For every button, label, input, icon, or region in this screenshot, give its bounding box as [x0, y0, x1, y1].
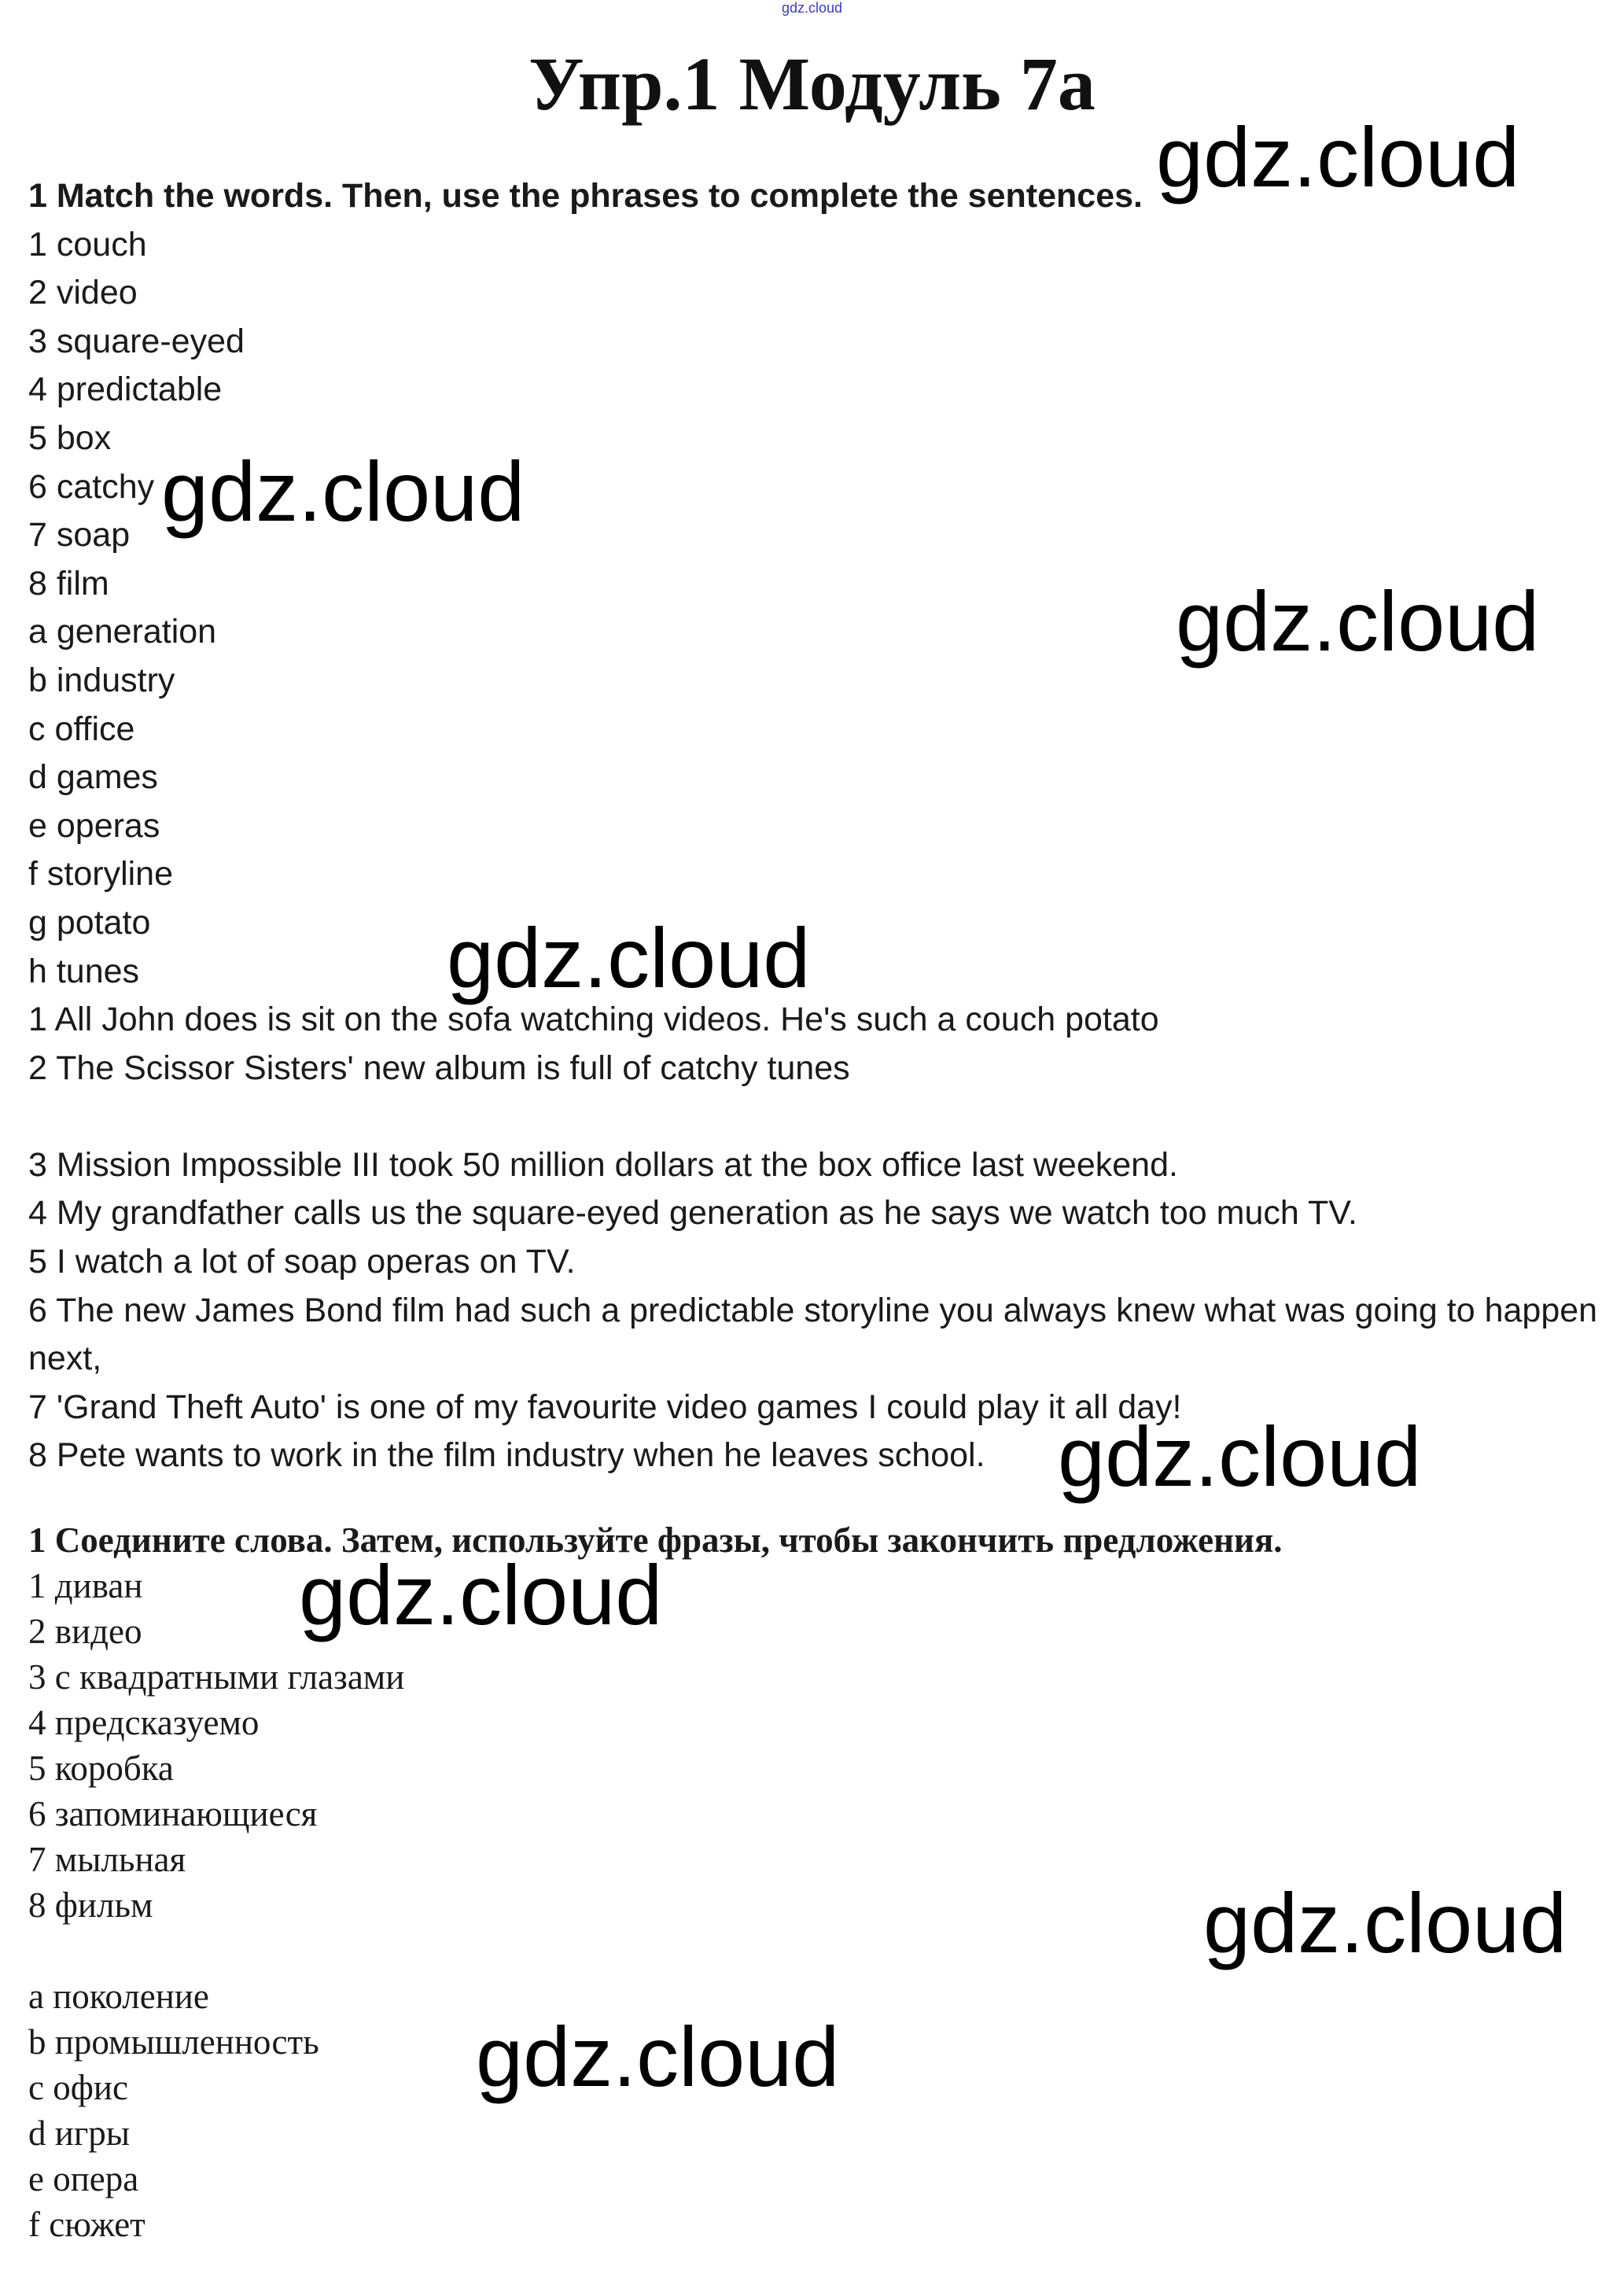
numbered-word: 3 square-eyed: [28, 322, 245, 360]
numbered-word: 4 predictable: [28, 370, 223, 409]
english-section: [28, 172, 1601, 1480]
lettered-word: h tunes: [28, 952, 140, 990]
header-watermark: gdz.cloud: [781, 0, 843, 16]
watermark-text: gdz.cloud: [1156, 109, 1520, 205]
numbered-word: 8 film: [28, 564, 109, 603]
numbered-word-ru: 3 с квадратными глазами: [28, 1657, 405, 1697]
numbered-word: 6 catchy: [28, 467, 155, 506]
english-instruction: 1 Match the words. Then, use the phrases to complete the sentences.: [28, 177, 1143, 215]
lettered-word: g potato: [28, 903, 151, 942]
numbered-word-ru: 7 мыльная: [28, 1840, 186, 1879]
numbered-word: 7 soap: [28, 516, 131, 555]
answer-sentence: 5 I watch a lot of soap operas on TV.: [28, 1243, 576, 1281]
watermark-text: gdz.cloud: [161, 444, 525, 539]
lettered-word-ru: a поколение: [28, 1977, 209, 2016]
numbered-word-ru: 6 запоминающиеся: [28, 1794, 318, 1833]
watermark-text: gdz.cloud: [1203, 1875, 1567, 1970]
numbered-word-ru: 2 видео: [28, 1612, 142, 1651]
lettered-word: d games: [28, 758, 158, 797]
answer-sentence: 7 'Grand Theft Auto' is one of my favourite video games I could play it all day!: [28, 1388, 1182, 1426]
lettered-word: c office: [28, 709, 135, 748]
watermark-text: gdz.cloud: [1058, 1409, 1422, 1504]
answer-sentence: 8 Pete wants to work in the film industry when he leaves school.: [28, 1436, 985, 1475]
numbered-word-ru: 8 фильм: [28, 1885, 153, 1925]
lettered-word-ru: d игры: [28, 2114, 131, 2153]
lettered-word: f storyline: [28, 855, 174, 894]
lettered-word: a generation: [28, 613, 217, 651]
numbered-word-ru: 4 предсказуемо: [28, 1703, 260, 1742]
numbered-word-ru: 1 диван: [28, 1566, 143, 1605]
page-title: Упр.1 Модуль 7а: [528, 42, 1096, 126]
answer-sentence: 3 Mission Impossible III took 50 million dollars at the box office last weekend.: [28, 1145, 1178, 1184]
lettered-word-ru: e опера: [28, 2159, 139, 2198]
numbered-word: 1 couch: [28, 225, 147, 264]
watermark-text: gdz.cloud: [299, 1547, 663, 1642]
numbered-word: 2 video: [28, 274, 138, 312]
numbered-word: 5 box: [28, 418, 112, 457]
lettered-word-ru: c офис: [28, 2068, 128, 2107]
watermark-text: gdz.cloud: [447, 910, 811, 1005]
answer-sentence: 4 My grandfather calls us the square-eyed generation as he says we watch too much TV.: [28, 1194, 1357, 1233]
watermark-text: gdz.cloud: [476, 2009, 840, 2104]
lettered-word: b industry: [28, 661, 175, 699]
watermark-text: gdz.cloud: [1176, 573, 1540, 669]
answer-sentence: 2 The Scissor Sisters' new album is full of catchy tunes: [28, 1048, 850, 1087]
answer-sentence: 1 All John does is sit on the sofa watching videos. He's such a couch potato: [28, 1001, 1159, 1039]
lettered-word-ru: f сюжет: [28, 2205, 145, 2244]
lettered-word: e operas: [28, 806, 160, 845]
blank-line: [28, 1093, 1601, 1141]
lettered-word-ru: b промышленность: [28, 2022, 319, 2062]
russian-instruction: 1 Соедините слова. Затем, используйте фразы, чтобы закончить предложения.: [28, 1520, 1283, 1560]
answer-sentence: 6 The new James Bond film had such a predictable storyline you always knew what was going to happen next,: [28, 1291, 1598, 1378]
numbered-word-ru: 5 коробка: [28, 1749, 174, 1788]
